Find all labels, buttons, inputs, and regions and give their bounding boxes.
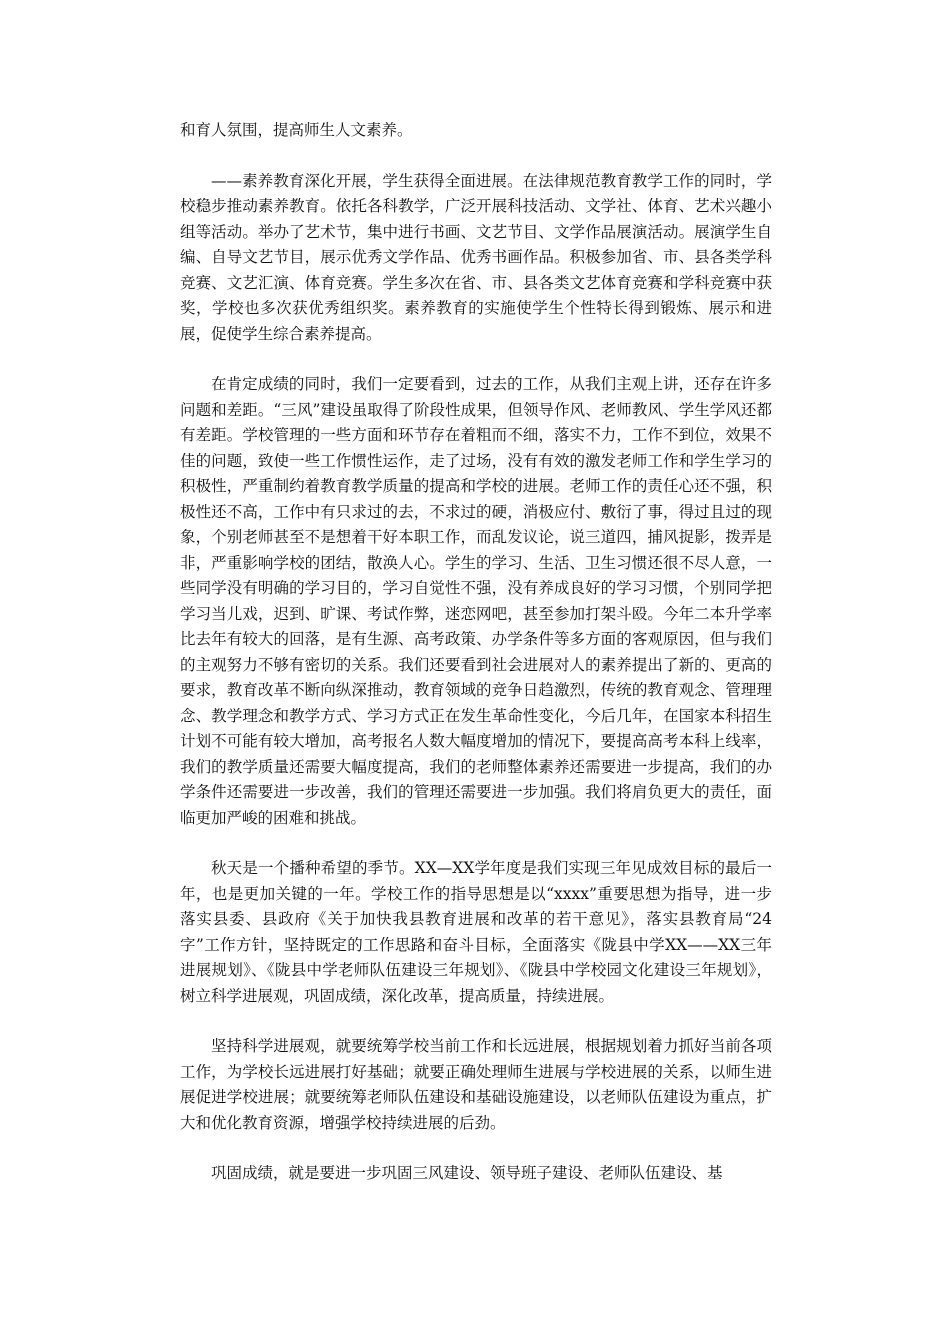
paragraph-quality-education: ——素养教育深化开展，学生获得全面进展。在法律规范教育教学工作的同时，学校稳步推动素养教育。依托各科教学，广泛开展科技活动、文学社、体育、艺术兴趣小组等活动。举办了艺术节，集中进行书画、文艺节目、文学作品展演活动。展演学生自编、自导文艺节目，展示优秀文学作品、优秀书画作品。积极参加省、市、县各类学科竞赛、文艺汇演、体育竞赛。学生多次在省、市、县各类文艺体育竞赛和学科竞赛中获奖，学校也多次获优秀组织奖。素养教育的实施使学生个性特长得到锻炼、展示和进展，促使学生综合素养提高。 — [180, 171, 772, 343]
paragraph-problems-and-gaps: 在肯定成绩的同时，我们一定要看到，过去的工作，从我们主观上讲，还存在许多问题和差距。“三风”建设虽取得了阶段性成果，但领导作风、老师教风、学生学风还都有差距。学校管理的一些方面和环节存在着粗而不细，落实不力，工作不到位，效果不佳的问题，致使一些工作惯性运作，走了过场，没有有效的激发老师工作和学生学习的积极性，严重制约着教育教学质量的提高和学校的进展。老师工作的责任心还不强，积极性还不高，工作中有只求过的去，不求过的硬，消极应付、敷衍了事，得过且过的现象，个别老师甚至不是想着干好本职工作，而乱发议论，说三道四，捕风捉影，拨弄是非，严重影响学校的团结，散涣人心。学生的学习、生活、卫生习惯还很不尽人意，一些同学没有明确的学习目的，学习自觉性不强，没有养成良好的学习习惯，个别同学把学习当儿戏，迟到、旷课、考试作弊，迷恋网吧，甚至参加打架斗殴。今年二本升学率比去年有较大的回落，是有生源、高考政策、办学条件等多方面的客观原因，但与我们的主观努力不够有密切的关系。我们还要看到社会进展对人的素养提出了新的、更高的要求，教育改革不断向纵深推动，教育领域的竞争日趋激烈，传统的教育观念、管理理念、教学理念和教学方式、学习方式正在发生革命性变化，今后几年，在国家本科招生计划不可能有较大增加，高考报名人数大幅度增加的情况下，要提高高考本科上线率，我们的教学质量还需要大幅度提高，我们的老师整体素养还需要进一步提高，我们的办学条件还需要进一步改善，我们的管理还需要进一步加强。我们将肩负更大的责任，面临更加严峻的困难和挑战。 — [180, 375, 772, 827]
paragraph-guiding-ideology: 秋天是一个播种希望的季节。XX—XX学年度是我们实现三年见成效目标的最后一年，也是更加关键的一年。学校工作的指导思想是以“xxxx”重要思想为指导，进一步落实县委、县政府《关于加快我县教育进展和改革的若干意见》，落实县教育局“24字”工作方针，坚持既定的工作思路和奋斗目标，全面落实《陇县中学XX——XX三年进展规划》、《陇县中学老师队伍建设三年规划》、《陇县中学校园文化建设三年规划》，树立科学进展观，巩固成绩，深化改革，提高质量，持续进展。 — [180, 859, 772, 1005]
paragraph-consolidate-achievements: 巩固成绩，就是要进一步巩固三风建设、领导班子建设、老师队伍建设、基 — [211, 1164, 723, 1182]
document-page — [180, 118, 772, 1212]
paragraph-humanities-atmosphere: 和育人氛围，提高师生人文素养。 — [180, 121, 413, 139]
paragraph-scientific-development: 坚持科学进展观，就要统筹学校当前工作和长远进展，根据规划着力抓好当前各项工作，为学校长远进展打好基础；就要正确处理师生进展与学校进展的关系，以师生进展促进学校进展；就要统筹老师队伍建设和基础设施建设，以老师队伍建设为重点，扩大和优化教育资源，增强学校持续进展的后劲。 — [180, 1037, 772, 1132]
